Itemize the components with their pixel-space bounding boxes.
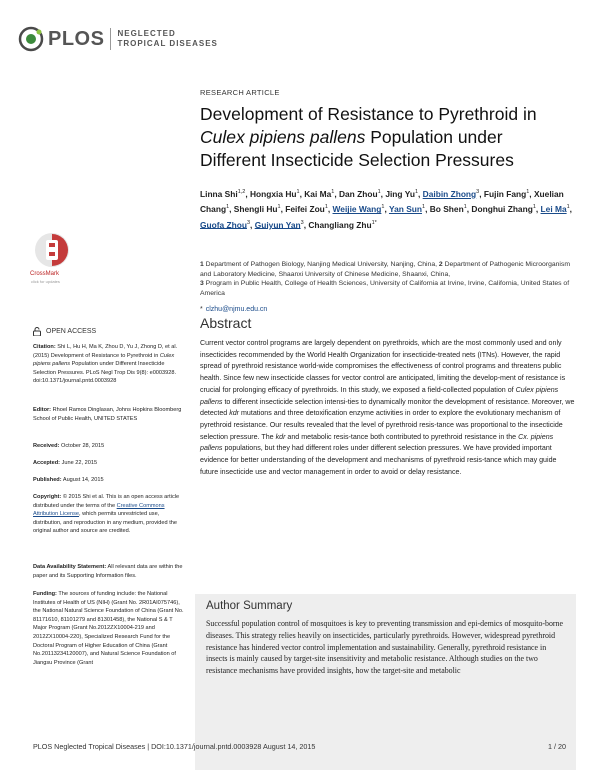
author-affiliation-sup: 1 <box>422 204 426 211</box>
crossmark-icon[interactable] <box>30 230 74 270</box>
affiliation-1-number: 1 <box>200 261 204 268</box>
journal-logo[interactable] <box>18 26 218 52</box>
data-availability-label: Data Availability Statement: <box>33 564 107 570</box>
funding-block <box>33 590 188 667</box>
title-part-1: Development of Resistance to Pyrethroid in <box>200 104 537 124</box>
abstract-seg-5: populations, but they had different roles under different selection pressures. We have provided important evidence for better understanding of the development and mechanisms of pyrethroid resis-tance which may guide future insecticide use and vector management in order to avoid or delay resistance. <box>200 444 557 476</box>
corresponding-star: * <box>200 306 203 313</box>
author-name[interactable]: Yan Sun <box>388 204 423 215</box>
abstract-seg-3: mutations and three detoxification enzyme activities in order to explore the evolutionary mechanism of pyrethroid resistance. Our results revealed that the level of pyrethroid resis-tance was proportional to the insecticide selection pressure. The <box>200 409 563 441</box>
logo-divider <box>110 28 111 50</box>
author-name: Fujin Fang <box>483 188 527 199</box>
author-list: Linna Shi$^{1,2}$, Hongxia Hu$^1$, Kai Ma$^1$, Dan Zhou$^1$, Jing Yu$^1$, Daibin Zhong$^3$, Fujin Fang$^1$, Xuelian Chang$^1$, Shengli Hu$^1$, Feifei Zou$^1$, Weijie Wang$^1$, Yan Sun$^1$, Bo Shen$^1$, Donghui Zhang$^1$, Lei Ma$^1$, Guofa Zhou$^3$, Guiyun Yan$^3$, Changliang Zhu$^{1*}$ <box>200 188 572 230</box>
copyright-block <box>33 493 188 536</box>
author-name: Kai Ma <box>304 188 332 199</box>
published-label: Published: <box>33 477 62 483</box>
abstract-text <box>200 338 576 478</box>
abstract-species-2: Cx. pipiens pallens <box>200 432 554 453</box>
author-affiliation-sup: 3 <box>246 219 251 226</box>
author-affiliation-sup: 1 <box>277 204 281 211</box>
citation-block <box>33 343 188 386</box>
author-affiliation-sup: 1* <box>371 219 377 226</box>
open-access-badge <box>33 327 96 336</box>
editor-text: Rhoel Ramos Dinglasan, Johns Hopkins Bloomberg School of Public Health, UNITED STATES <box>33 407 182 422</box>
author-name: Jing Yu <box>385 188 415 199</box>
author-name[interactable]: Guiyun Yan <box>254 219 301 230</box>
author-name[interactable]: Weijie Wang <box>332 204 382 215</box>
journal-name-line1: NEGLECTED <box>117 29 176 38</box>
affiliation-2: Department of Pathogenic Microorganism and Laboratory Medicine, Shaanxi University of Chinese Medicine, Shaanxi, China, <box>200 261 570 278</box>
title-part-3: Different Insecticide Selection Pressures <box>200 150 514 170</box>
citation-label: Citation: <box>33 344 56 350</box>
author-affiliation-sup: 1 <box>377 189 381 195</box>
article-type: RESEARCH ARTICLE <box>200 88 280 97</box>
author-summary-text: Successful population control of mosquitoes is key to preventing transmission and epi-demics of mosquito-borne diseases. This strategy relies heavily on insecticides, particularly pyrethroids. However, widespread pyrethroid resistance has hindered vector control implementation and sustainability. Generally, pyrethroid resistance in insects is mainly caused by target-site insensitivity and metabolic resistance. Although studies on the two resistance mechanisms have provided insights, how the target-site and metabolic <box>206 619 563 676</box>
plos-brand: PLOS <box>48 27 105 50</box>
abstract-kdr-1: kdr <box>229 409 240 418</box>
journal-name-line2: TROPICAL DISEASES <box>117 39 218 48</box>
author-name[interactable]: Daibin Zhong <box>422 188 477 199</box>
author-affiliation-sup: 1 <box>566 204 570 211</box>
accepted-block <box>33 459 188 468</box>
title-species: Culex pipiens pallens <box>200 127 366 147</box>
author-affiliation-sup: 3 <box>300 219 304 226</box>
accepted-label: Accepted: <box>33 460 61 466</box>
author-name: Dan Zhou <box>338 188 378 199</box>
author-name[interactable]: Lei Ma <box>540 204 567 215</box>
open-lock-icon <box>33 327 41 336</box>
published-block <box>33 476 188 485</box>
abstract-heading: Abstract <box>200 315 252 331</box>
abstract-seg-2: to different insecticide selection intensi-ties to dynamically monitor the development of resistance. Moreover, we detected <box>200 397 575 418</box>
corresponding-email[interactable] <box>200 306 267 313</box>
affiliation-3-number: 3 <box>200 280 204 287</box>
journal-name <box>117 29 217 49</box>
author-affiliation-sup: 1 <box>331 189 335 195</box>
author-affiliation-sup: 1 <box>226 204 230 211</box>
affiliation-2-number: 2 <box>438 261 443 268</box>
citation-text-b: Population under Different Insecticide Selection Pressures. PLoS Negl Trop Dis 9(8): e0003928. doi:10.1371/journal.pntd.0003928 <box>33 361 177 385</box>
citation-text-a: Shi L, Hu H, Ma K, Zhou D, Yu J, Zhong D, et al. (2015) Development of Resistance to Pyrethroid in <box>33 344 178 359</box>
author-summary-heading: Author Summary <box>206 600 293 612</box>
funding-text: The sources of funding include: the National Institutes of Health of US (NIH) (Grant No. 2R01AI075746), the National Natural Science Foundation of China (Grant No. 81171610, 81101279 and 81301458), the National S & T Major Program (Grant No.2012ZX10004-219 and 2012ZX10004-220), Specialized Research Fund for the Doctoral Program of Higher Education of China (Grant No.20113234120007), and Natural Science Foundation of Jiangsu Province (Grant <box>33 591 184 666</box>
abstract-seg-1: Current vector control programs are largely dependent on pyrethroids, which are the most commonly used and only insecticides recommended by the World Health Organization for insecticide-treated nets (ITNs). However, the rapid spread of pyrethroid resistance world-wide compromises the effectiveness of control programs and threatens public health. Since few new insecticide classes for vector control are anticipated, limiting the develop-ment of resistance is crucial for prolonging efficacy of pyrethroids. In this study, we exposed a field-collected population of <box>200 339 566 394</box>
author-name: Linna Shi <box>200 188 238 199</box>
license-link[interactable]: Creative Commons Attribution License <box>33 502 165 518</box>
author-name: Bo Shen <box>429 204 464 215</box>
received-block <box>33 442 188 451</box>
copyright-text-b: , which permits unrestricted use, distribution, and reproduction in any medium, provided the original author and source are credited. <box>33 511 177 535</box>
author-name: Changliang Zhu <box>308 219 372 230</box>
copyright-label: Copyright: <box>33 494 62 500</box>
received-date: October 28, 2015 <box>59 443 105 449</box>
author-affiliation-sup: 1,2 <box>237 189 246 195</box>
received-label: Received: <box>33 443 60 449</box>
author-name: Shengli Hu <box>233 204 278 215</box>
title-part-2: Population under <box>365 127 503 147</box>
abstract-species-1: Culex pipiens pallens <box>200 385 559 406</box>
author-name: Xuelian Chang <box>200 188 564 215</box>
author-affiliation-sup: 1 <box>526 189 530 195</box>
open-access-label: OPEN ACCESS <box>46 328 97 335</box>
email-address[interactable]: clzhu@njmu.edu.cn <box>205 306 268 313</box>
funding-label: Funding: <box>33 591 57 597</box>
published-date: August 14, 2015 <box>61 477 104 483</box>
editor-label: Editor: <box>33 407 52 413</box>
footer-citation: PLOS Neglected Tropical Diseases | DOI:10.1371/journal.pntd.0003928 August 14, 2015 <box>33 742 316 751</box>
citation-species: Culex pipiens pallens <box>33 352 175 368</box>
author-name[interactable]: Guofa Zhou <box>200 219 247 230</box>
article-title <box>200 103 560 172</box>
accepted-date: June 22, 2015 <box>60 460 98 466</box>
author-name: Hongxia Hu <box>250 188 297 199</box>
affiliations <box>200 260 575 298</box>
author-affiliation-sup: 1 <box>381 204 385 211</box>
author-name: Donghui Zhang <box>471 204 533 215</box>
abstract-seg-4: and metabolic resis-tance both contributed to pyrethroid resistance in the <box>285 432 519 441</box>
data-availability-text: All relevant data are within the paper and its Supporting Information files. <box>33 564 183 579</box>
author-affiliation-sup: 1 <box>296 189 300 195</box>
affiliation-1: Department of Pathogen Biology, Nanjing Medical University, Nanjing, China, <box>203 261 439 268</box>
crossmark-label[interactable]: CrossMark <box>30 271 60 277</box>
author-affiliation-sup: 3 <box>476 189 480 195</box>
crossmark-sub[interactable]: click for updates <box>31 279 60 284</box>
author-name: Feifei Zou <box>285 204 325 215</box>
page-number: 1 / 20 <box>548 742 566 751</box>
author-affiliation-sup: 1 <box>463 204 467 211</box>
copyright-text-a: © 2015 Shi et al. This is an open access article distributed under the terms of the <box>33 494 180 509</box>
plos-logo-icon <box>18 26 44 52</box>
author-affiliation-sup: 1 <box>414 189 419 195</box>
editor-block <box>33 406 188 423</box>
author-affiliation-sup: 1 <box>324 204 328 211</box>
author-affiliation-sup: 1 <box>532 204 536 211</box>
data-availability-block <box>33 563 188 580</box>
abstract-kdr-2: kdr <box>275 432 286 441</box>
affiliation-3: Program in Public Health, College of Health Sciences, University of California at Irvine, Irvine, California, United States of America <box>200 280 570 297</box>
